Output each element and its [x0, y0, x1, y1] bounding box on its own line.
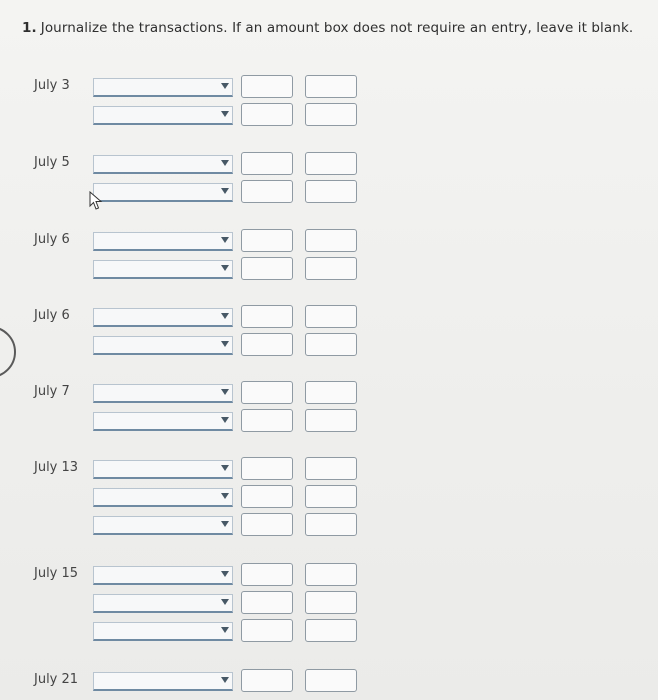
chevron-down-icon: [221, 188, 229, 194]
entry-date: July 15: [34, 566, 79, 581]
credit-amount-input[interactable]: [305, 457, 357, 480]
debit-amount-input[interactable]: [241, 409, 293, 432]
entry-line: [0, 622, 400, 644]
chevron-down-icon: [221, 265, 229, 271]
account-select[interactable]: [93, 460, 233, 479]
entry-date: July 3: [34, 78, 70, 93]
chevron-down-icon: [221, 521, 229, 527]
entry-line: [0, 384, 400, 406]
chevron-down-icon: [221, 341, 229, 347]
chevron-down-icon: [221, 627, 229, 633]
account-select[interactable]: [93, 260, 233, 279]
debit-amount-input[interactable]: [241, 457, 293, 480]
entry-date: July 13: [34, 460, 79, 475]
side-handle[interactable]: [0, 326, 16, 378]
debit-amount-input[interactable]: [241, 333, 293, 356]
debit-amount-input[interactable]: [241, 257, 293, 280]
entry-date: July 7: [34, 384, 70, 399]
credit-amount-input[interactable]: [305, 591, 357, 614]
credit-amount-input[interactable]: [305, 103, 357, 126]
entry-line: [0, 183, 400, 205]
entry-line: [0, 260, 400, 282]
account-select[interactable]: [93, 106, 233, 125]
chevron-down-icon: [221, 493, 229, 499]
account-select[interactable]: [93, 566, 233, 585]
account-select[interactable]: [93, 78, 233, 97]
entry-line: [0, 516, 400, 538]
entry-line: [0, 566, 400, 588]
chevron-down-icon: [221, 677, 229, 683]
entry-date: July 6: [34, 308, 70, 323]
chevron-down-icon: [221, 599, 229, 605]
account-select[interactable]: [93, 412, 233, 431]
entry-date: July 5: [34, 155, 70, 170]
chevron-down-icon: [221, 111, 229, 117]
account-select[interactable]: [93, 384, 233, 403]
debit-amount-input[interactable]: [241, 152, 293, 175]
credit-amount-input[interactable]: [305, 513, 357, 536]
credit-amount-input[interactable]: [305, 180, 357, 203]
mouse-cursor-icon: [89, 191, 103, 211]
chevron-down-icon: [221, 465, 229, 471]
entry-line: [0, 336, 400, 358]
entry-line: [0, 594, 400, 616]
debit-amount-input[interactable]: [241, 669, 293, 692]
chevron-down-icon: [221, 237, 229, 243]
account-select[interactable]: [93, 488, 233, 507]
account-select[interactable]: [93, 308, 233, 327]
account-select[interactable]: [93, 672, 233, 691]
chevron-down-icon: [221, 417, 229, 423]
entry-line: [0, 106, 400, 128]
credit-amount-input[interactable]: [305, 563, 357, 586]
credit-amount-input[interactable]: [305, 669, 357, 692]
entry-line: [0, 488, 400, 510]
debit-amount-input[interactable]: [241, 485, 293, 508]
entry-line: [0, 672, 400, 694]
credit-amount-input[interactable]: [305, 229, 357, 252]
chevron-down-icon: [221, 571, 229, 577]
debit-amount-input[interactable]: [241, 229, 293, 252]
entry-date: July 21: [34, 672, 79, 687]
debit-amount-input[interactable]: [241, 591, 293, 614]
debit-amount-input[interactable]: [241, 180, 293, 203]
debit-amount-input[interactable]: [241, 381, 293, 404]
entry-date: July 6: [34, 232, 70, 247]
debit-amount-input[interactable]: [241, 305, 293, 328]
entry-line: [0, 412, 400, 434]
account-select[interactable]: [93, 622, 233, 641]
credit-amount-input[interactable]: [305, 381, 357, 404]
debit-amount-input[interactable]: [241, 513, 293, 536]
chevron-down-icon: [221, 389, 229, 395]
credit-amount-input[interactable]: [305, 485, 357, 508]
debit-amount-input[interactable]: [241, 75, 293, 98]
debit-amount-input[interactable]: [241, 563, 293, 586]
account-select[interactable]: [93, 336, 233, 355]
debit-amount-input[interactable]: [241, 103, 293, 126]
credit-amount-input[interactable]: [305, 409, 357, 432]
credit-amount-input[interactable]: [305, 75, 357, 98]
chevron-down-icon: [221, 83, 229, 89]
question-number: 1.: [22, 20, 37, 36]
account-select[interactable]: [93, 183, 233, 202]
account-select[interactable]: [93, 232, 233, 251]
entry-line: [0, 308, 400, 330]
entry-line: [0, 155, 400, 177]
instruction-text: [22, 20, 633, 36]
account-select[interactable]: [93, 155, 233, 174]
question-prompt: Journalize the transactions. If an amount box does not require an entry, leave it blank.: [40, 20, 634, 36]
entry-line: [0, 78, 400, 100]
account-select[interactable]: [93, 594, 233, 613]
credit-amount-input[interactable]: [305, 333, 357, 356]
entry-line: [0, 460, 400, 482]
chevron-down-icon: [221, 160, 229, 166]
credit-amount-input[interactable]: [305, 257, 357, 280]
entry-line: [0, 232, 400, 254]
chevron-down-icon: [221, 313, 229, 319]
credit-amount-input[interactable]: [305, 619, 357, 642]
account-select[interactable]: [93, 516, 233, 535]
credit-amount-input[interactable]: [305, 305, 357, 328]
debit-amount-input[interactable]: [241, 619, 293, 642]
credit-amount-input[interactable]: [305, 152, 357, 175]
